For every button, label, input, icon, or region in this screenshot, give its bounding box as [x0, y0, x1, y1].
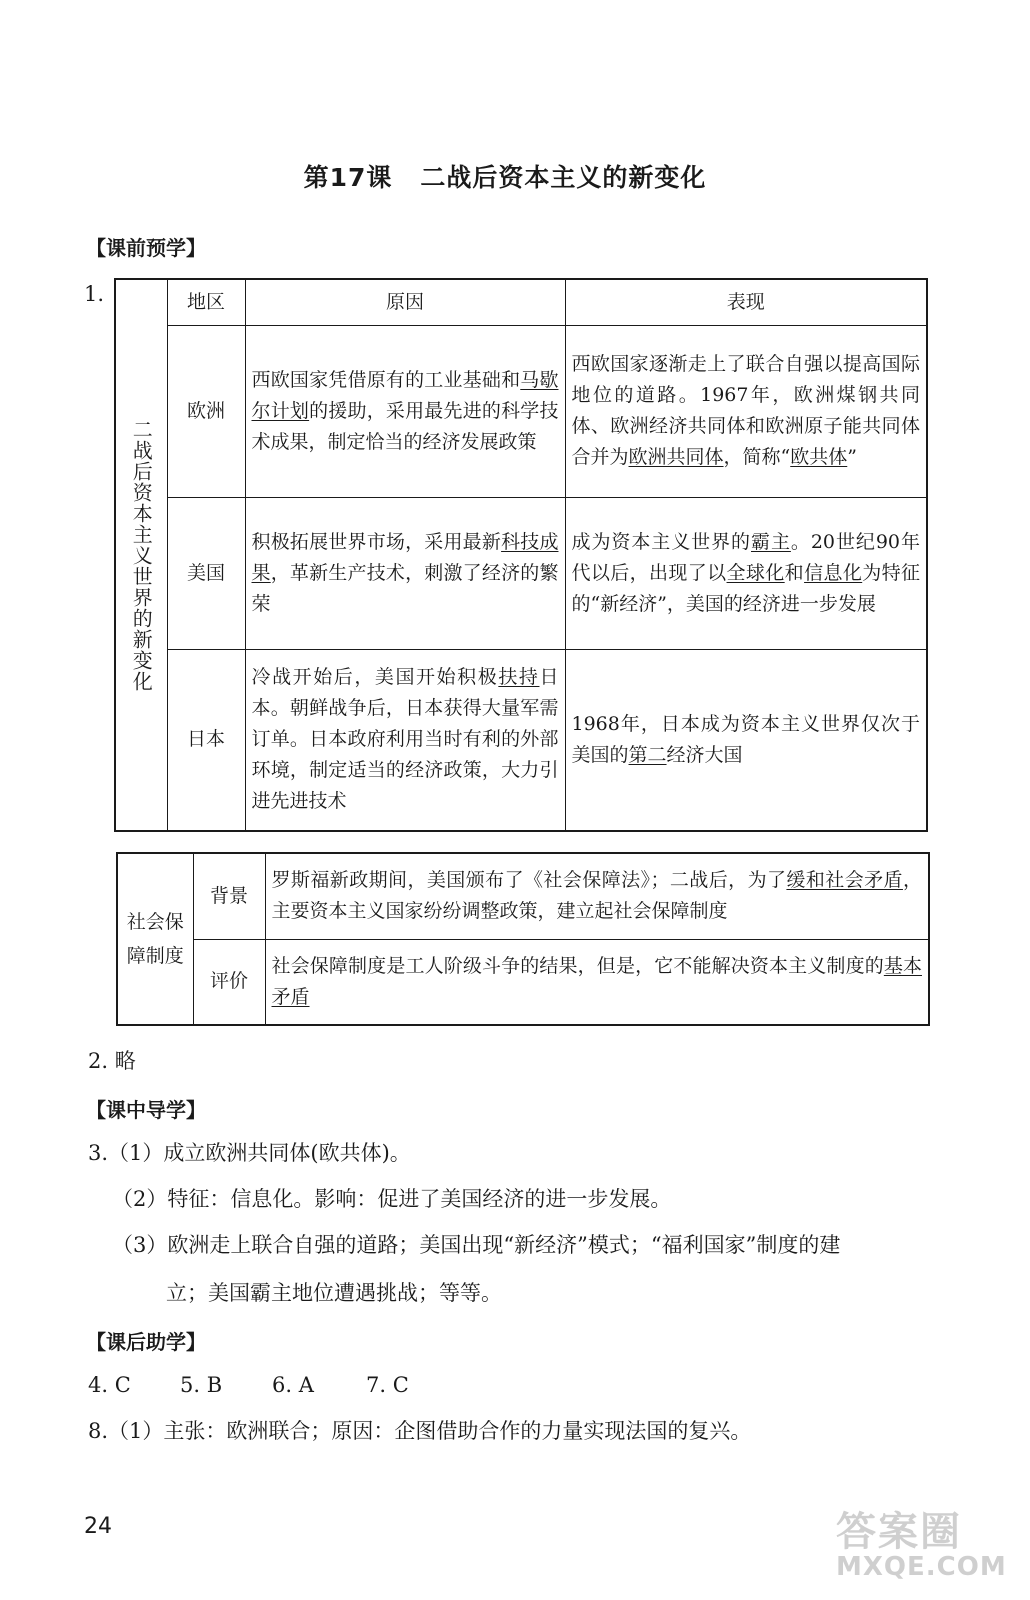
watermark-logo: 答案圈	[836, 1509, 962, 1555]
answer-underline: 扶持	[498, 666, 540, 689]
region-japan: 日本	[167, 649, 245, 831]
answer-underline: 欧洲共同体	[628, 446, 724, 468]
answer-underline: 马歇尔计划	[251, 368, 559, 422]
page-number: 24	[84, 1514, 112, 1539]
social-security-table	[116, 852, 930, 1026]
header-reason: 原因	[245, 279, 565, 325]
question-8-1: 8.（1）主张：欧洲联合；原因：企图借助合作的力量实现法国的复兴。	[88, 1419, 752, 1443]
answer-5: 5. B	[180, 1373, 223, 1397]
performance-japan: 1968年，日本成为资本主义世界仅次于美国的第二经济大国	[565, 649, 927, 831]
social-security-label: 社会保障制度	[117, 853, 193, 1025]
choice-answers	[88, 1370, 409, 1400]
side-label-cell	[115, 279, 167, 831]
lesson-number: 第17课	[303, 163, 393, 192]
question-1-number: 1.	[84, 282, 105, 306]
answer-underline: 霸主	[751, 530, 791, 553]
answer-underline: 缓和社会矛盾	[786, 869, 903, 892]
answer-7: 7. C	[366, 1373, 409, 1397]
lesson-title	[0, 158, 1010, 194]
section-mid-study: 【课中导学】	[86, 1098, 206, 1122]
watermark-url: MXQE.COM	[836, 1552, 1007, 1582]
region-usa: 美国	[167, 497, 245, 649]
header-region: 地区	[167, 279, 245, 325]
question-3-3: （3）欧洲走上联合自强的道路；美国出现“新经济”模式；“福利国家”制度的建	[112, 1233, 841, 1257]
performance-europe: 西欧国家逐渐走上了联合自强以提高国际地位的道路。1967年，欧洲煤钢共同体、欧洲经济共同体和欧洲原子能共同体合并为欧洲共同体，简称“欧共体”	[565, 325, 927, 497]
answer-underline: 全球化	[726, 561, 785, 584]
background-text: 罗斯福新政期间，美国颁布了《社会保障法》；二战后，为了缓和社会矛盾，主要资本主义国家纷纷调整政策，建立起社会保障制度	[265, 853, 929, 939]
answer-underline: 欧共体	[790, 446, 848, 468]
answer-underline: 第二	[628, 743, 667, 766]
performance-usa: 成为资本主义世界的霸主。20世纪90年代以后，出现了以全球化和信息化为特征的“新经济”，美国的经济进一步发展	[565, 497, 927, 649]
reason-japan: 冷战开始后，美国开始积极扶持日本。朝鲜战争后，日本获得大量军需订单。日本政府利用当时有利的外部环境，制定适当的经济政策，大力引进先进技术	[245, 649, 565, 831]
evaluation-key: 评价	[193, 939, 265, 1025]
reason-usa: 积极拓展世界市场，采用最新科技成果，革新生产技术，刺激了经济的繁荣	[245, 497, 565, 649]
answer-4: 4. C	[88, 1373, 131, 1397]
background-key: 背景	[193, 853, 265, 939]
question-2: 2. 略	[88, 1049, 136, 1073]
section-pre-study: 【课前预学】	[86, 236, 206, 260]
answer-underline: 科技成果	[251, 530, 559, 584]
lesson-name: 二战后资本主义的新变化	[420, 163, 707, 192]
question-3-2: （2）特征：信息化。影响：促进了美国经济的进一步发展。	[112, 1187, 672, 1211]
question-3-1: 3.（1）成立欧洲共同体(欧共体)。	[88, 1141, 411, 1165]
answer-6: 6. A	[272, 1373, 314, 1397]
header-performance: 表现	[565, 279, 927, 325]
evaluation-text: 社会保障制度是工人阶级斗争的结果，但是，它不能解决资本主义制度的基本矛盾	[265, 939, 929, 1025]
new-changes-table	[114, 278, 928, 832]
answer-underline: 信息化	[804, 561, 863, 584]
question-3-3-continued: 立；美国霸主地位遭遇挑战；等等。	[166, 1281, 502, 1305]
answer-underline: 基本矛盾	[271, 954, 922, 1008]
side-label: 二战后资本主义世界的新变化	[129, 418, 154, 692]
section-post-study: 【课后助学】	[86, 1330, 206, 1354]
reason-europe: 西欧国家凭借原有的工业基础和马歇尔计划的援助，采用最先进的科学技术成果，制定恰当的经济发展政策	[245, 325, 565, 497]
region-europe: 欧洲	[167, 325, 245, 497]
